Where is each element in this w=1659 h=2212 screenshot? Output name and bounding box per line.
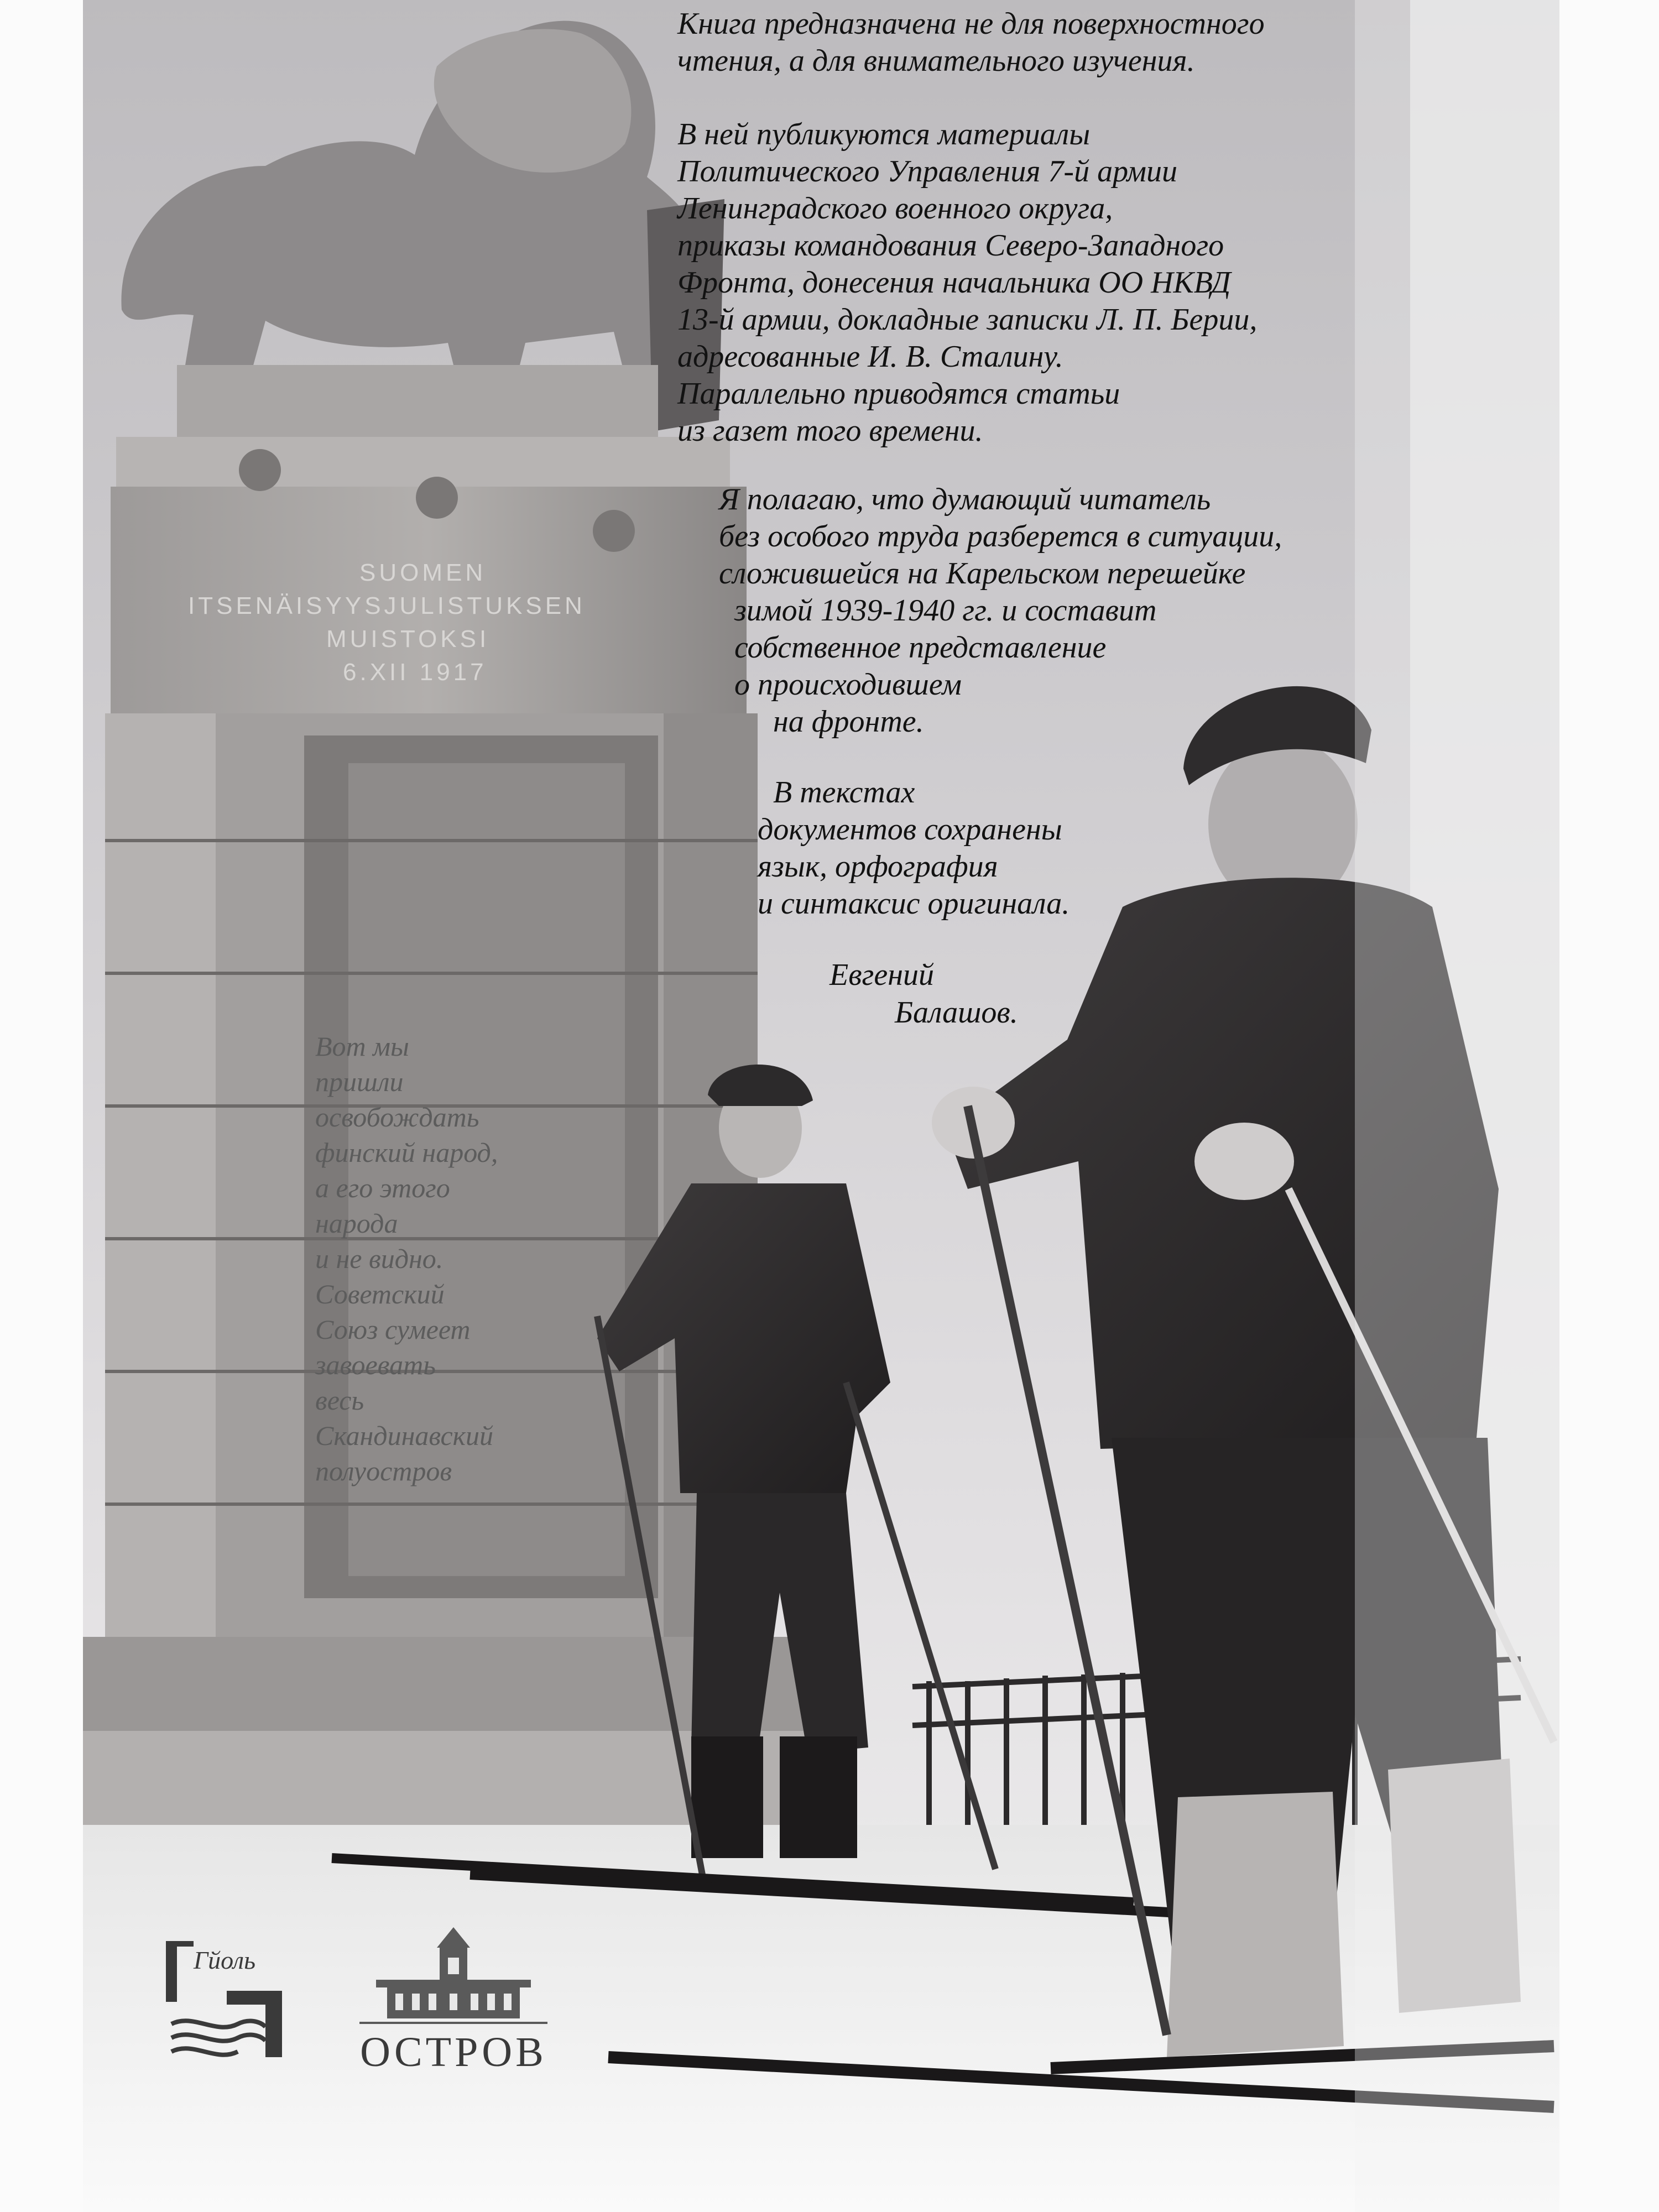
quote-line: весь	[315, 1385, 364, 1416]
ostrov-publisher-logo	[337, 1924, 570, 2085]
quote-line: народа	[315, 1208, 398, 1239]
quote-line: Вот мы	[315, 1031, 409, 1062]
text-line: Параллельно приводятся статьи	[677, 377, 1120, 411]
text-line: собственное представление	[719, 630, 1107, 665]
text-line: и синтаксис оригинала.	[758, 886, 1070, 921]
ostrov-building-icon	[337, 1924, 570, 2030]
reader-paragraph	[719, 481, 1282, 740]
text-line: язык, орфография	[758, 849, 998, 884]
text-line: зимой 1939-1940 гг. и составит	[719, 593, 1157, 628]
text-line: В текстах	[758, 775, 915, 810]
text-line: Ленинградского военного округа,	[677, 191, 1113, 226]
text-line: о происходившем	[719, 667, 962, 702]
gyol-publisher-logo	[155, 1936, 293, 2068]
text-line: Книга предназначена не для поверхностного	[677, 7, 1265, 41]
contents-paragraph	[677, 116, 1257, 450]
author-last-name: Балашов.	[895, 995, 1018, 1030]
quote-line: полуостров	[315, 1455, 452, 1486]
quote-line: освобождать	[315, 1102, 479, 1133]
inscription-line-1: SUOMEN	[359, 559, 487, 586]
pull-quote	[315, 1029, 498, 1489]
inscription-line-3: MUISTOKSI	[326, 625, 490, 653]
quote-line: Советский	[315, 1279, 445, 1310]
quote-line: финский народ,	[315, 1137, 498, 1168]
inscription-line-4: 6.XII 1917	[343, 659, 487, 686]
quote-line: Скандинавский	[315, 1420, 494, 1451]
intro-paragraph	[677, 6, 1265, 80]
orthography-note	[758, 774, 1070, 922]
text-line: из газет того времени.	[677, 414, 983, 448]
gyol-name: Гйоль	[194, 1946, 256, 1974]
text-line: чтения, а для внимательного изучения.	[677, 44, 1195, 78]
text-line: Я полагаю, что думающий читатель	[719, 482, 1211, 517]
quote-line: и не видно.	[315, 1243, 444, 1274]
text-line: Фронта, донесения начальника ОО НКВД	[677, 265, 1231, 300]
inscription-line-2: ITSENÄISYYSJULISTUKSEN	[188, 592, 586, 619]
text-line: документов сохранены	[758, 812, 1062, 847]
ostrov-name: ОСТРОВ	[360, 2029, 547, 2075]
text-line: без особого труда разберется в ситуации,	[719, 519, 1282, 554]
author-first-name: Евгений	[830, 958, 934, 992]
text-line: адресованные И. В. Сталину.	[677, 340, 1063, 374]
text-line: приказы командования Северо-Западного	[677, 228, 1224, 263]
text-line: сложившейся на Карельском перешейке	[719, 556, 1246, 591]
text-line: В ней публикуются материалы	[677, 117, 1091, 152]
quote-line: а его этого	[315, 1172, 450, 1203]
quote-line: пришли	[315, 1066, 404, 1097]
text-line: Политического Управления 7-й армии	[677, 154, 1178, 189]
text-line: 13-й армии, докладные записки Л. П. Берии,	[677, 302, 1258, 337]
quote-line: завоевать	[315, 1349, 436, 1380]
text-line: на фронте.	[719, 705, 924, 739]
quote-line: Союз сумеет	[315, 1314, 471, 1345]
